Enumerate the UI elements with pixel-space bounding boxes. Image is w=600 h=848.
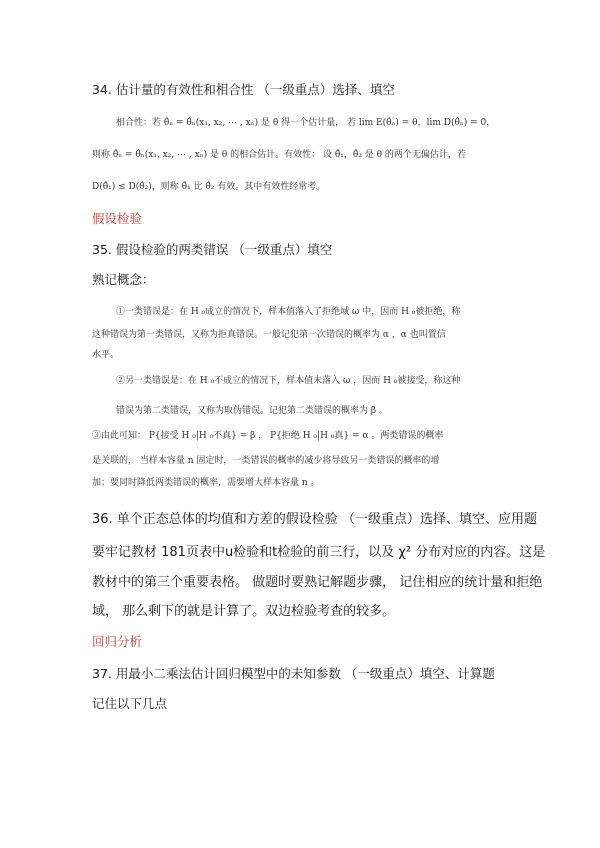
- section-36-line4: 域， 那么剩下的就是计算了。双边检验考查的较多。: [92, 604, 396, 619]
- conclusion-line2: 是关联的， 当样本容量 n 固定时，一类错误的概率的减少将导致另一类错误的概率的增: [92, 456, 440, 466]
- section-36-line3: 教材中的第三个重要表格。 做题时要熟记解题步骤， 记住相应的统计量和拒绝: [92, 575, 543, 590]
- consistency-conclusion: 则称 θ̂ₙ = θ̂ₙ(x₁, x₂, ⋯ , xₙ) 是 θ 的相合估计。有效性： 设 θ̂₁，θ̂₂ 是 θ 的两个无偏估计，若: [92, 150, 466, 160]
- section-37-subheading: 记住以下几点: [92, 696, 168, 711]
- efficiency-definition: D(θ̂₁) ≤ D(θ̂₂)，则称 θ̂₁ 比 θ̂₂ 有效。其中有效性经常考。: [92, 182, 326, 192]
- category-regression-analysis: 回归分析: [92, 634, 143, 649]
- section-35-subheading: 熟记概念：: [92, 272, 155, 287]
- conclusion-line1: ③由此可知： P{接受 H ₀|H ₀不真} = β ， P{拒绝 H ₀|H ₀真} = α 。两类错误的概率: [92, 431, 444, 441]
- section-36-line1: 36. 单个正态总体的均值和方差的假设检验 （一级重点）选择、填空、应用题: [92, 512, 537, 527]
- type2-error-line2: 错误为第二类错误，又称为取伪错误。记犯第二类错误的概率为 β 。: [116, 406, 388, 416]
- section-35-heading: 35. 假设检验的两类错误 （一级重点）填空: [92, 242, 333, 257]
- conclusion-line3: 加；要同时降低两类错误的概率，需要增大样本容量 n 。: [92, 478, 320, 488]
- category-hypothesis-testing: 假设检验: [92, 211, 143, 226]
- section-37-heading: 37. 用最小二乘法估计回归模型中的未知参数 （一级重点）填空、计算题: [92, 666, 495, 681]
- section-36-line2: 要牢记教材 181页表中u检验和t检验的前三行，以及 χ² 分布对应的内容。这是: [92, 545, 546, 560]
- type1-error-line1: ①一类错误是：在 H ₀成立的情况下，样本值落入了拒绝域 ω 中，因而 H ₀被拒绝，称: [116, 307, 461, 317]
- section-34-heading: 34. 估计量的有效性和相合性 （一级重点）选择、填空: [92, 82, 395, 97]
- type2-error-line1: ②另一类错误是：在 H ₀不成立的情况下，样本值未落入 ω ，因而 H ₀被接受，称这种: [116, 376, 461, 386]
- consistency-definition: 相合性：若 θ̂ₙ = θ̂ₙ(x₁, x₂, ⋯ , xₙ) 是 θ 得一个估计量， 若 lim E(θ̂ₙ) = θ，lim D(θ̂ₙ) = 0，: [116, 118, 496, 128]
- type1-error-line2: 这种错误为第一类错误，又称为拒真错误。一般记犯第一次错误的概率为 α ，α 也叫置信: [92, 330, 446, 340]
- type1-error-line3: 水平。: [92, 350, 120, 360]
